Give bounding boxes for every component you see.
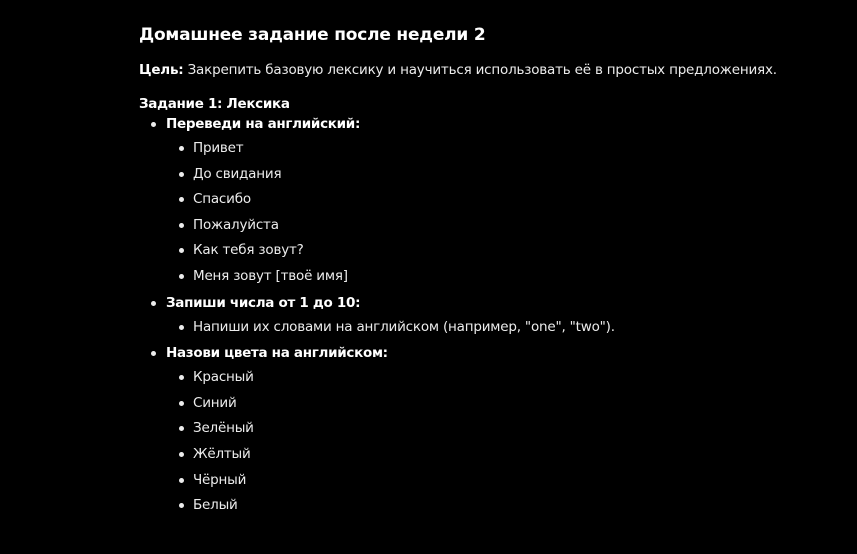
task-group-label: Назови цвета на английском: — [166, 345, 388, 362]
task-1-heading: Задание 1: Лексика — [139, 96, 290, 112]
message-content — [139, 24, 829, 522]
list-item: Привет — [166, 139, 829, 158]
list-item: Синий — [166, 394, 829, 413]
list-item: Красный — [166, 368, 829, 387]
task-group-translate — [139, 114, 829, 286]
list-item: Пожалуйста — [166, 216, 829, 235]
numbers-list — [166, 318, 829, 337]
task-group-numbers — [139, 293, 829, 337]
list-item: Как тебя зовут? — [166, 241, 829, 260]
list-item: Напиши их словами на английском (например, "one", "two"). — [166, 318, 829, 337]
list-item: Зелёный — [166, 419, 829, 438]
task-group-label: Переведи на английский: — [166, 116, 361, 132]
colors-list — [166, 368, 829, 515]
task-group-colors — [139, 343, 829, 515]
goal-paragraph — [139, 60, 829, 80]
goal-label: Цель: — [139, 62, 184, 78]
list-item: До свидания — [166, 165, 829, 184]
list-item: Белый — [166, 496, 829, 515]
task-group-label: Запиши числа от 1 до 10: — [166, 294, 361, 311]
task-1-list — [139, 114, 829, 515]
page-title: Домашнее задание после недели 2 — [139, 25, 486, 45]
list-item: Меня зовут [твоё имя] — [166, 267, 829, 286]
goal-text: Закрепить базовую лексику и научиться использовать её в простых предложениях. — [183, 62, 777, 78]
list-item: Жёлтый — [166, 445, 829, 464]
word-list — [166, 139, 829, 286]
list-item: Чёрный — [166, 471, 829, 490]
list-item: Спасибо — [166, 190, 829, 209]
